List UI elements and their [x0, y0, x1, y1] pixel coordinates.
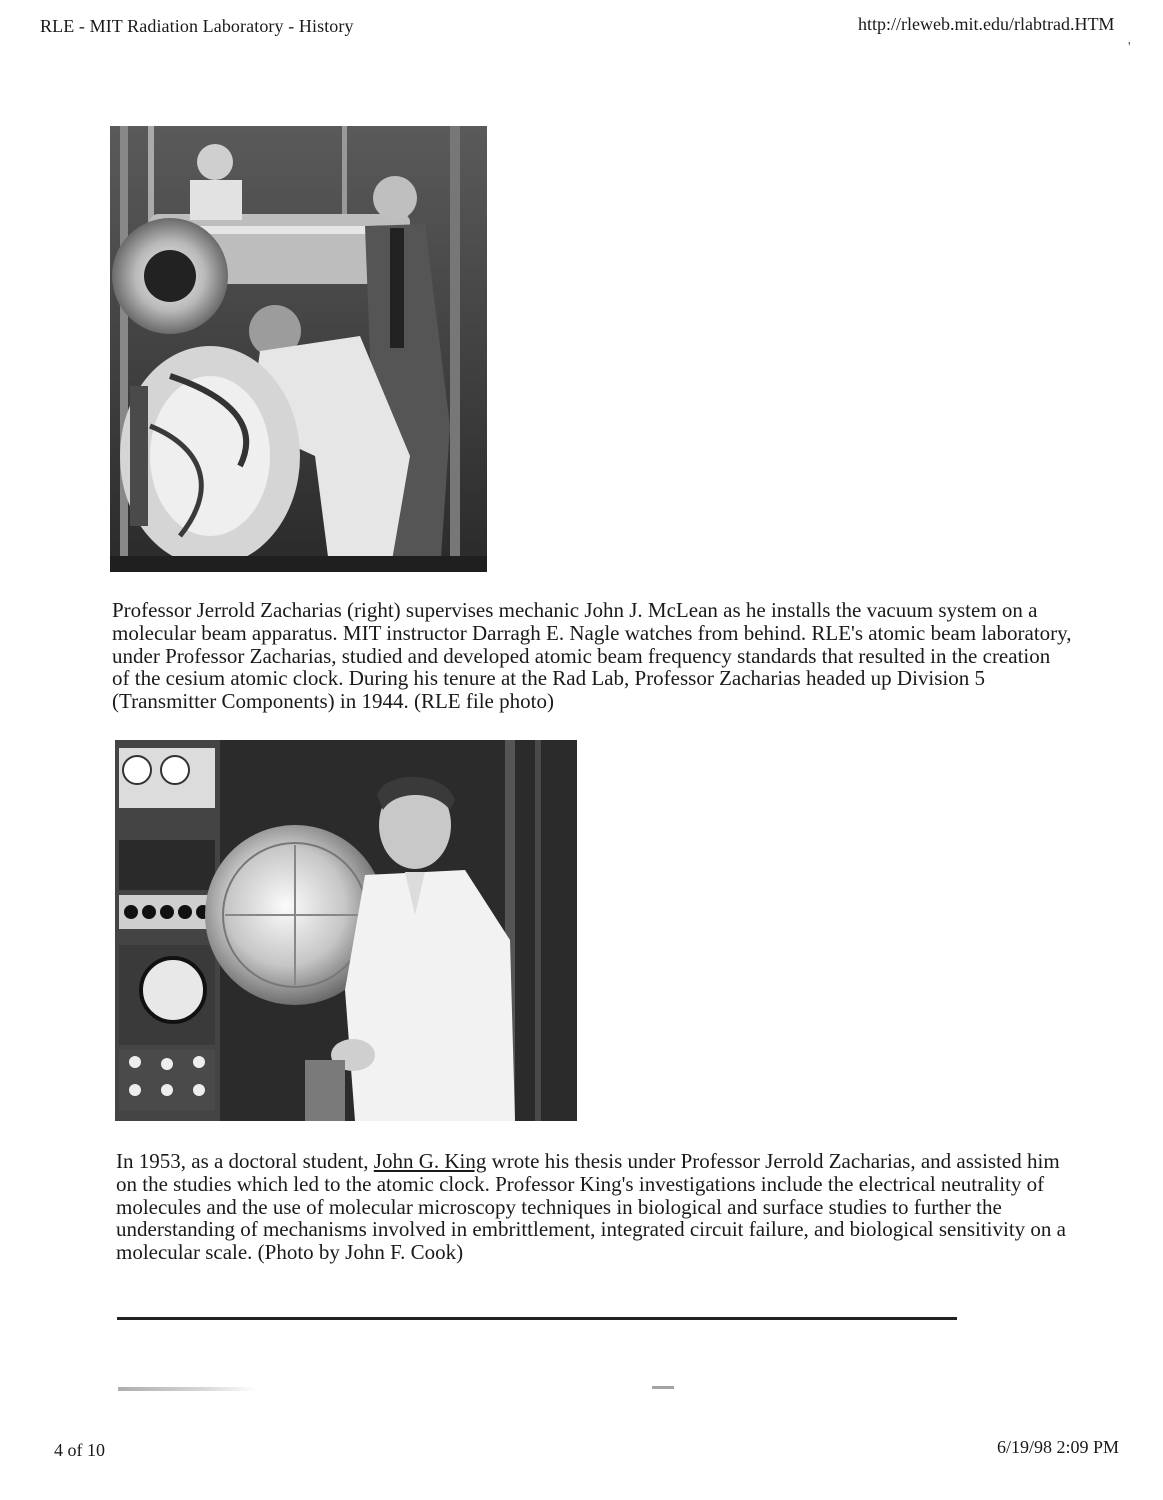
caption-photo-1: Professor Jerrold Zacharias (right) supervises mechanic John J. McLean as he installs the vacuum system on a molecular beam apparatus. MIT instructor Darragh E. Nagle watches from behind. RLE's atomic beam laboratory, under Professor Zacharias, studied and developed atomic beam frequency standards that resulted in the creation of the cesium atomic clock. During his tenure at the Rad Lab, Professor Zacharias headed up Division 5 (Transmitter Components) in 1944. (RLE file photo): [112, 598, 1072, 714]
caption-2-prefix: In 1953, as a doctoral student,: [116, 1149, 374, 1173]
caption-photo-2: [116, 1150, 1076, 1264]
horizontal-rule: [117, 1317, 957, 1320]
page-header-url: http://rleweb.mit.edu/rlabtrad.HTM: [858, 14, 1115, 34]
photo-molecular-beam-apparatus: [110, 126, 487, 572]
photo-2-illustration: [115, 740, 577, 1121]
john-g-king-link[interactable]: John G. King: [373, 1149, 487, 1173]
scan-speck: ': [1128, 40, 1131, 55]
photo-john-g-king: [115, 740, 577, 1121]
photo-1-illustration: [110, 126, 487, 572]
scan-artifact: [118, 1387, 258, 1391]
page-number: 4 of 10: [54, 1440, 105, 1460]
caption-2-suffix: wrote his thesis under Professor Jerrold Zacharias, and assisted him on the studies which led to the atomic clock. Professor King's investigations include the electrical neutrality of molecules and the use of molecular microscopy techniques in biological and surface studies to further the understanding of mechanisms involved in embrittlement, integrated circuit failure, and biological sensitivity on a molecular scale. (Photo by John F. Cook): [116, 1149, 1067, 1265]
page-header-title: RLE - MIT Radiation Laboratory - History: [40, 16, 354, 36]
print-datetime: 6/19/98 2:09 PM: [997, 1437, 1120, 1457]
scan-artifact-2: [652, 1386, 674, 1389]
